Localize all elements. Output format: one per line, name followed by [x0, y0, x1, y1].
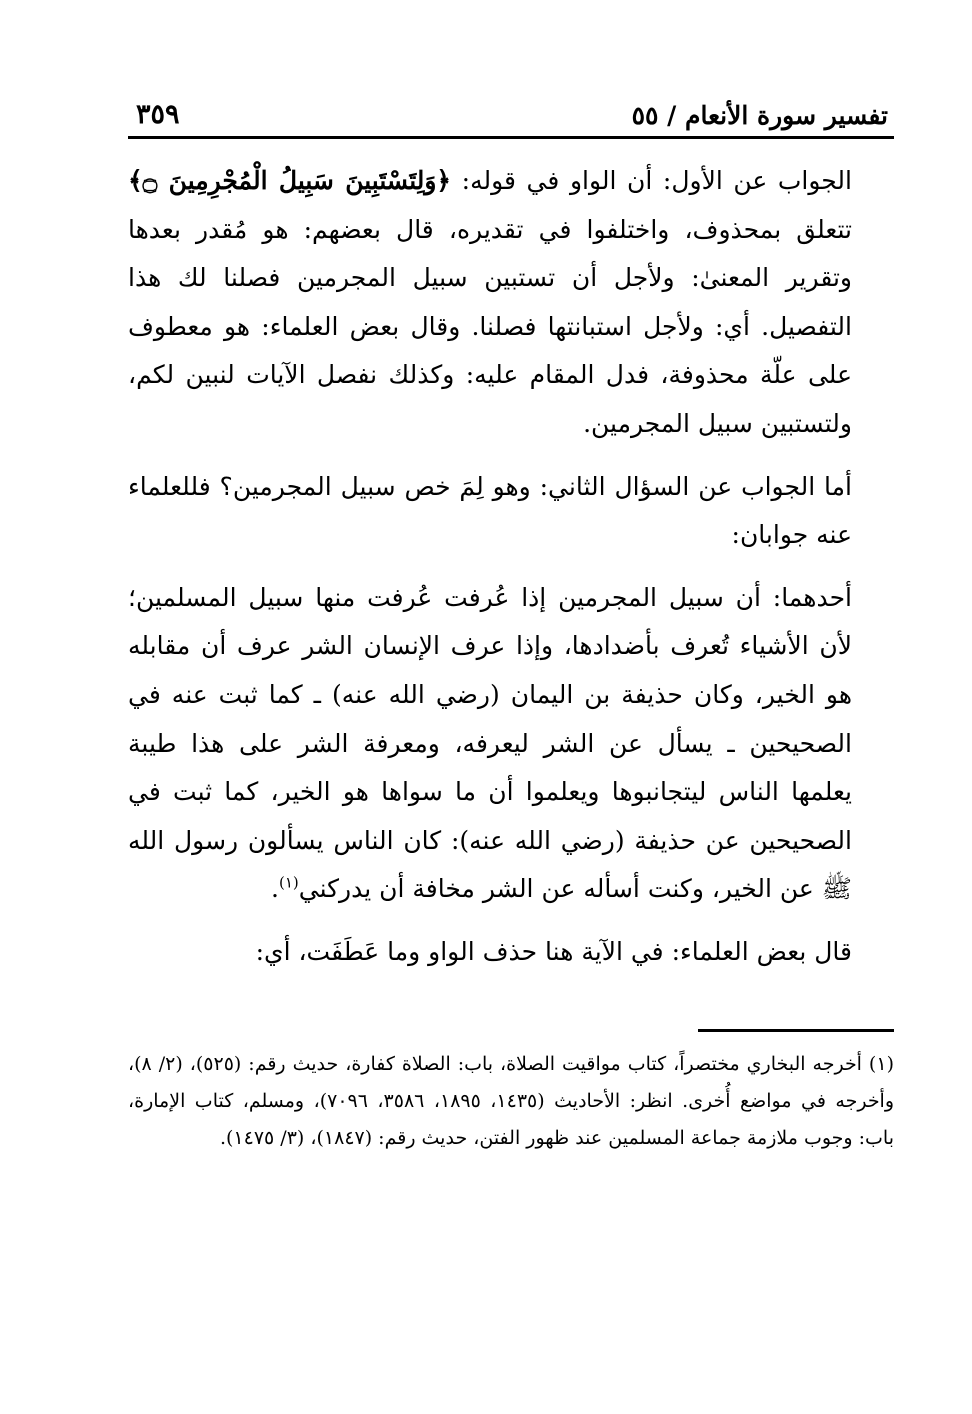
running-header	[128, 86, 894, 139]
paragraph-answer-first-intro: الجواب عن الأول: أن الواو في قوله:	[451, 166, 852, 195]
footnote: (١) أخرجه البخاري مختصراً، كتاب مواقيت الصلاة، باب: الصلاة كفارة، حديث رقم: (٥٢٥)، (٢/ ٨)، وأخرجه في مواضع أُخرى. انظر: الأحاديث (١٤٣٥، ١٨٩٥، ٣٥٨٦، ٧٠٩٦)، ومسلم، كتاب الإمارة، باب: وجوب ملازمة جماعة المسلمين عند ظهور الفتن، حديث رقم: (١٨٤٧)، (٣/ ١٤٧٥).	[128, 1052, 895, 1149]
paragraph-answer-second: أما الجواب عن السؤال الثاني: وهو لِمَ خص سبيل المجرمين؟ فللعلماء عنه جوابان:	[128, 471, 852, 550]
running-title: تفسير سورة الأنعام / ٥٥	[631, 101, 888, 130]
main-text	[128, 157, 894, 977]
paragraph-first-reply-end: .	[271, 874, 279, 904]
paragraph-scholars-view: قال بعض العلماء: في الآية هنا حذف الواو وما عَطَفَت، أي:	[255, 936, 852, 966]
footnote-reference[interactable]: (١)	[278, 873, 299, 892]
paragraph-first-reply-text: أحدهما: أن سبيل المجرمين إذا عُرفت عُرفت منها سبيل المسلمين؛ لأن الأشياء تُعرف بأضدادها، وإذا عرف الإنسان الشر عرف أن مقابله هو الخير، وكان حذيفة بن اليمان (رضي الله عنه) ـ كما ثبت عنه في الصحيحين ـ يسأل عن الشر ليعرفه، ومعرفة الشر على هذا طيبة يعلمها الناس ليتجانبوها ويعلموا أن ما سواها هو الخير، كما ثبت في الصحيحين عن حذيفة (رضي الله عنه): كان الناس يسألون رسول الله ﷺ عن الخير، وكنت أسأله عن الشر مخافة أن يدركني	[128, 582, 852, 904]
quran-verse: ﴿وَلِتَسْتَبِينَ سَبِيلُ الْمُجْرِمِينَ ۝﴾	[128, 166, 452, 195]
footnote-separator	[698, 1029, 894, 1032]
paragraph-answer-first	[128, 157, 894, 449]
paragraph-answer-first-rest: تتعلق بمحذوف، واختلفوا في تقديره، قال بعضهم: هو مُقدر بعدها وتقرير المعنىٰ: ولأجل أن تستبين سبيل المجرمين فصلنا لك هذا التفصيل. أي: ولأجل استبانتها فصلنا. وقال بعض العلماء: هو معطوف على علّة محذوفة، فدل المقام عليه: وكذلك نفصل الآيات لنبين لكم، ولتستبين سبيل المجرمين.	[128, 214, 852, 438]
paragraph-first-reply	[128, 574, 894, 914]
page-number: ٣٥٩	[136, 99, 180, 130]
